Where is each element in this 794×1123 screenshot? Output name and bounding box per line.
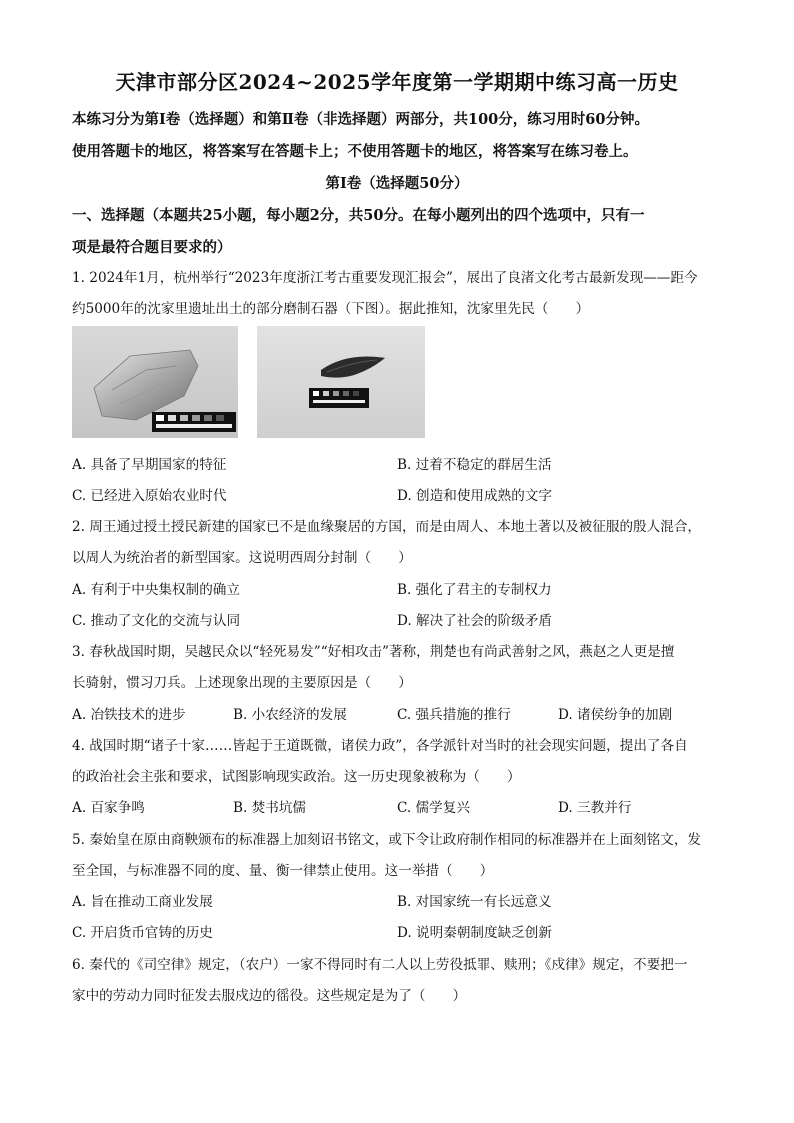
- q1-option-b[interactable]: B. 过着不稳定的群居生活: [397, 457, 552, 473]
- q5-option-b[interactable]: B. 对国家统一有长远意义: [397, 894, 552, 910]
- q4-option-d[interactable]: D. 三教并行: [558, 800, 632, 816]
- q5-option-d[interactable]: D. 说明秦朝制度缺乏创新: [397, 925, 552, 941]
- page-title: 天津市部分区2024~2025学年度第一学期期中练习高一历史: [115, 70, 679, 94]
- q3-option-c[interactable]: C. 强兵措施的推行: [397, 707, 511, 723]
- q5-option-a[interactable]: A. 旨在推动工商业发展: [72, 894, 213, 910]
- q6-line-1: 6. 秦代的《司空律》规定，（农户）一家不得同时有二人以上劳役抵罪、赎刑；《戍律》规定，不要把一: [72, 957, 688, 973]
- section1-line-1: 一、选择题（本题共25小题，每小题2分，共50分。在每小题列出的四个选项中，只有一: [72, 207, 645, 224]
- q2-line-2: 以周人为统治者的新型国家。这说明西周分封制（ ）: [72, 550, 412, 566]
- q1-option-a[interactable]: A. 具备了早期国家的特征: [72, 457, 227, 473]
- q4-option-a[interactable]: A. 百家争鸣: [72, 800, 145, 816]
- q2-option-a[interactable]: A. 有利于中央集权制的确立: [72, 582, 240, 598]
- q4-line-2: 的政治社会主张和要求，试图影响现实政治。这一历史现象被称为（ ）: [72, 769, 521, 785]
- polished-stone-tool-photo: [72, 326, 238, 438]
- q2-option-b[interactable]: B. 强化了君主的专制权力: [397, 582, 552, 598]
- q5-option-c[interactable]: C. 开启货币官铸的历史: [72, 925, 213, 941]
- q1-option-d[interactable]: D. 创造和使用成熟的文字: [397, 488, 552, 504]
- q4-line-1: 4. 战国时期“诸子十家……皆起于王道既微，诸侯力政”，各学派针对当时的社会现实问题，提出了各自: [72, 738, 688, 754]
- part1-heading: 第Ⅰ卷（选择题50分）: [325, 175, 469, 192]
- q4-option-c[interactable]: C. 儒学复兴: [397, 800, 470, 816]
- q6-line-2: 家中的劳动力同时征发去服戍边的徭役。这些规定是为了（ ）: [72, 988, 467, 1004]
- q2-line-1: 2. 周王通过授土授民新建的国家已不是血缘聚居的方国，而是由周人、本地土著以及被征服的殷人混合，: [72, 519, 702, 535]
- q1-line-1: 1. 2024年1月，杭州举行“2023年度浙江考古重要发现汇报会”，展出了良渚文化考古最新发现——距今: [72, 270, 698, 286]
- q3-line-2: 长骑射，惯习刀兵。上述现象出现的主要原因是（ ）: [72, 675, 412, 691]
- q3-line-1: 3. 春秋战国时期，吴越民众以“轻死易发”“好相攻击”著称，荆楚也有尚武善射之风，燕赵之人更是擅: [72, 644, 675, 660]
- stone-tool-with-scale-photo: [257, 326, 425, 438]
- q3-option-b[interactable]: B. 小农经济的发展: [233, 707, 347, 723]
- q3-option-a[interactable]: A. 冶铁技术的进步: [72, 707, 186, 723]
- q3-option-d[interactable]: D. 诸侯纷争的加剧: [558, 707, 673, 723]
- section1-line-2: 项是最符合题目要求的）: [72, 239, 232, 256]
- q4-option-b[interactable]: B. 焚书坑儒: [233, 800, 307, 816]
- q5-line-1: 5. 秦始皇在原由商鞅颁布的标准器上加刻诏书铭文，或下令让政府制作相同的标准器并在上面刻铭文，发: [72, 832, 702, 848]
- q5-line-2: 至全国，与标准器不同的度、量、衡一律禁止使用。这一举措（ ）: [72, 863, 494, 879]
- intro-line-1: 本练习分为第Ⅰ卷（选择题）和第Ⅱ卷（非选择题）两部分，共100分，练习用时60分钟。: [72, 111, 649, 128]
- q1-option-c[interactable]: C. 已经进入原始农业时代: [72, 488, 227, 504]
- q1-line-2: 约5000年的沈家里遗址出土的部分磨制石器（下图）。据此推知，沈家里先民（ ）: [72, 301, 590, 317]
- q2-option-c[interactable]: C. 推动了文化的交流与认同: [72, 613, 241, 629]
- intro-line-2: 使用答题卡的地区，将答案写在答题卡上；不使用答题卡的地区，将答案写在练习卷上。: [72, 143, 638, 160]
- q2-option-d[interactable]: D. 解决了社会的阶级矛盾: [397, 613, 552, 629]
